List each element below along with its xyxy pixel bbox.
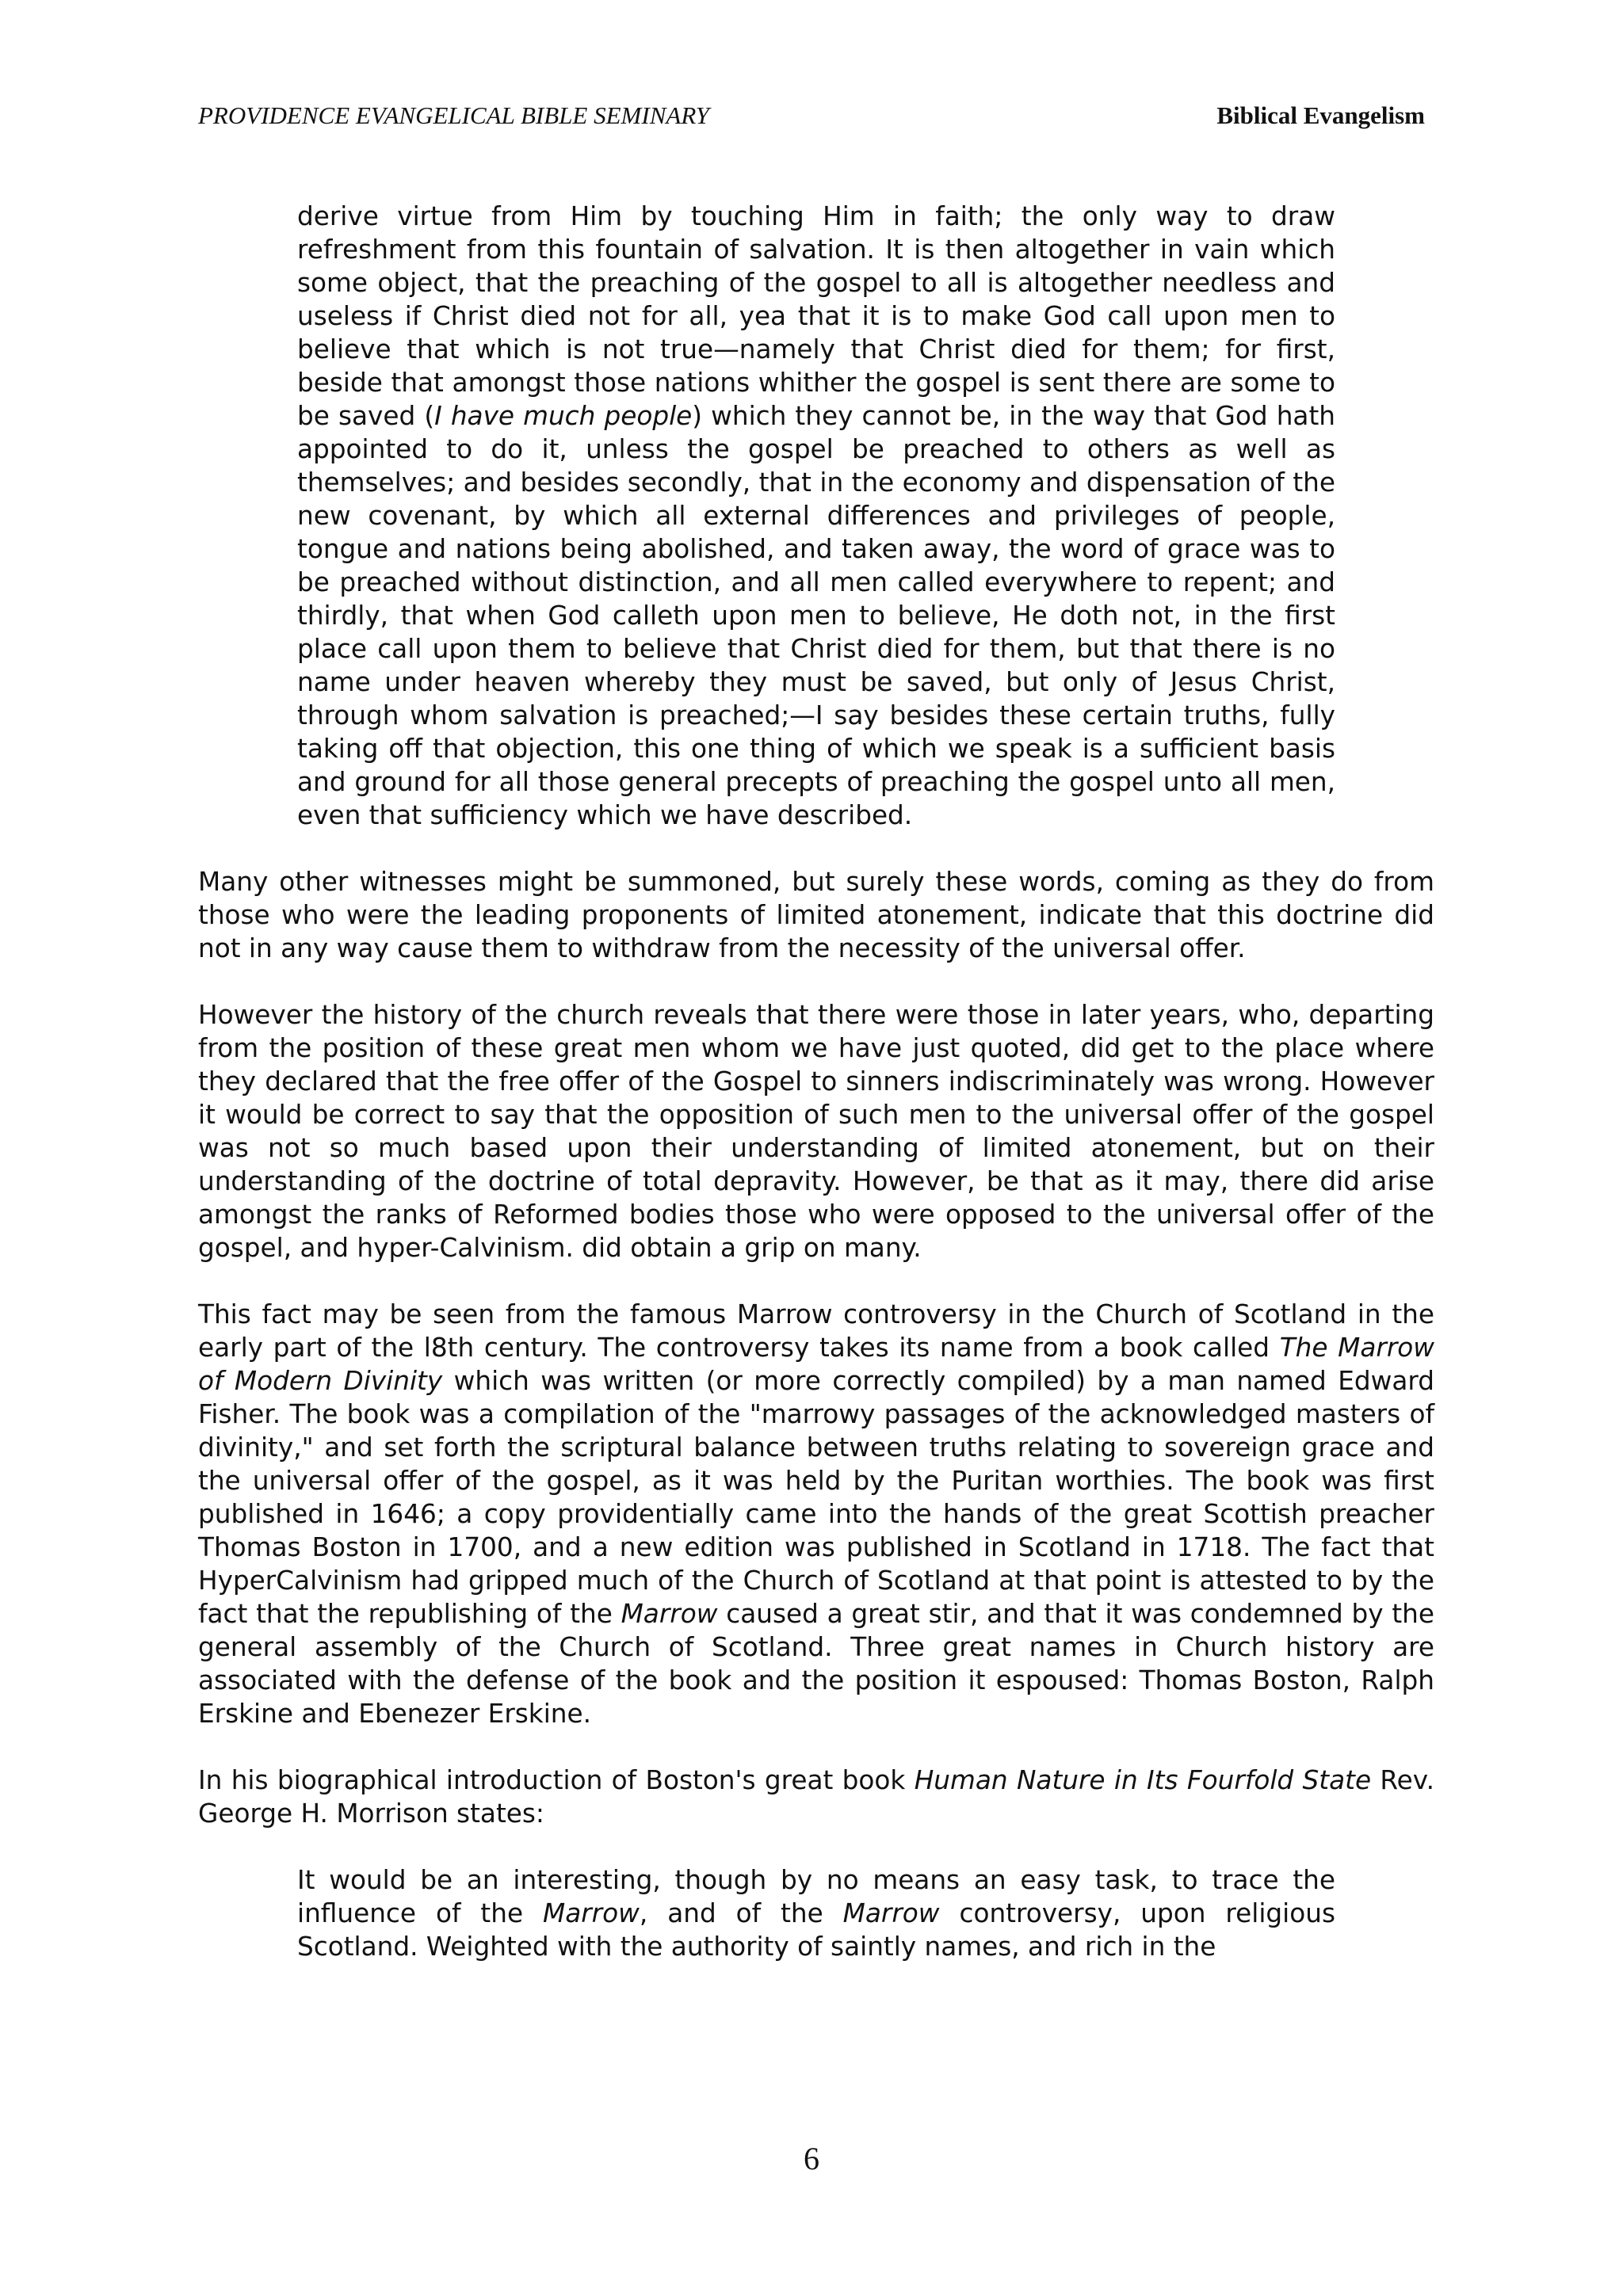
quote2-italic-1: Marrow — [543, 1898, 640, 1928]
quote2-text-2: , and of the — [639, 1898, 843, 1928]
block-quote-1 — [297, 200, 1335, 832]
para3-italic-1: The Marrow of Modern Divinity — [198, 1333, 1434, 1396]
para3-text-3: caused a great stir, and that it was condemned by the general assembly of the Church of Scotland. Three great names in Church history are associated with the defense of the book and the position it espoused: Thomas Boston, Ralph Erskine and Ebenezer Erskine. — [198, 1599, 1434, 1729]
para4-text-1: In his biographical introduction of Boston's great book — [198, 1765, 915, 1795]
header-book-title: Biblical Evangelism — [1216, 101, 1425, 129]
para3-text-1: This fact may be seen from the famous Marrow controversy in the Church of Scotland in the early part of the l8th century. The controversy takes its name from a book called — [198, 1299, 1434, 1363]
para3-text-2: which was written (or more correctly compiled) by a man named Edward Fisher. The book was a compilation of the "marrowy passages of the acknowledged masters of divinity," and set forth the scriptural balance between truths relating to sovereign grace and the universal offer of the gospel, as it was held by the Puritan worthies. The book was first published in 1646; a copy providentially came into the hands of the great Scottish preacher Thomas Boston in 1700, and a new edition was published in Scotland in 1718. The fact that HyperCalvinism had gripped much of the Church of Scotland at that point is attested to by the fact that the republishing of the — [198, 1366, 1434, 1629]
para4-text-2: Rev. George H. Morrison states: — [198, 1765, 1434, 1829]
quote2-text-3: controversy, upon religious Scotland. Weighted with the authority of saintly names, and rich in the — [297, 1898, 1335, 1962]
paragraph-marrow-controversy — [198, 1298, 1434, 1730]
quote2-text-1: It would be an interesting, though by no means an easy task, to trace the influence of the — [297, 1865, 1335, 1928]
quote1-text-2: ) which they cannot be, in the way that God hath appointed to do it, unless the gospel be preached to others as well as themselves; and besides secondly, that in the economy and dispensation of the new covenant, by which all external differences and privileges of people, tongue and nations being abolished, and taken away, the word of grace was to be preached without distinction, and all men called everywhere to repent; and thirdly, that when God calleth upon men to believe, He doth not, in the first place call upon them to believe that Christ died for them, but that there is no name under heaven whereby they must be saved, but only of Jesus Christ, through whom salvation is preached;—I say besides these certain truths, fully taking off that objection, this one thing of which we speak is a sufficient basis and ground for all those general precepts of preaching the gospel unto all men, even that sufficiency which we have described. — [297, 401, 1335, 830]
paragraph-witnesses: Many other witnesses might be summoned, but surely these words, coming as they do from those who were the leading proponents of limited atonement, indicate that this doctrine did not in any way cause them to withdraw from the necessity of the universal offer. — [198, 867, 1434, 963]
para3-italic-2: Marrow — [621, 1599, 718, 1629]
page-number: 6 — [804, 2141, 819, 2176]
paragraph-morrison-intro — [198, 1764, 1434, 1830]
quote1-italic-1: I have much people — [434, 401, 693, 431]
page-body — [198, 200, 1434, 1997]
block-quote-2 — [297, 1863, 1335, 1963]
quote2-italic-2: Marrow — [842, 1898, 940, 1928]
quote1-text-1: derive virtue from Him by touching Him in faith; the only way to draw refreshment from this fountain of salvation. It is then altogether in vain which some object, that the preaching of the gospel to all is altogether needless and useless if Christ died not for all, yea that it is to make God call upon men to believe that which is not true—namely that Christ died for them; for first, beside that amongst those nations whither the gospel is sent there are some to be saved ( — [297, 201, 1335, 431]
paragraph-history: However the history of the church reveals that there were those in later years, who, departing from the position of these great men whom we have just quoted, did get to the place where they declared that the free offer of the Gospel to sinners indiscriminately was wrong. However it would be correct to say that the opposition of such men to the universal offer of the gospel was not so much based upon their understanding of limited atonement, but on their understanding of the doctrine of total depravity. However, be that as it may, there did arise amongst the ranks of Reformed bodies those who were opposed to the universal offer of the gospel, and hyper-Calvinism. did obtain a grip on many. — [198, 1000, 1434, 1263]
header-seminary-name: PROVIDENCE EVANGELICAL BIBLE SEMINARY — [198, 101, 709, 129]
para4-italic-1: Human Nature in Its Fourfold State — [914, 1765, 1372, 1795]
running-header — [198, 98, 1425, 138]
